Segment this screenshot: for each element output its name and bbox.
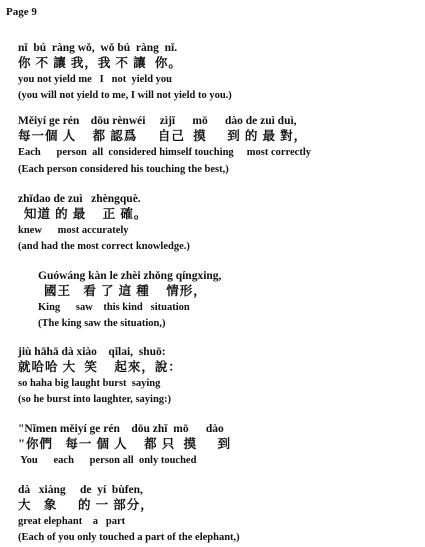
block-5-translation: (so he burst into laughter, saying:) <box>18 394 172 405</box>
block-4-hanzi: 國王 看 了 這 種 情形， <box>44 284 207 298</box>
block-6-pinyin: "Nǐmen měiyí ge rén dōu zhǐ mō dào <box>18 423 224 435</box>
block-6-hanzi: "你們 每一 個 人 都 只 摸 到 <box>18 437 232 451</box>
block-2-hanzi: 每一個 人 都 認爲 自己 摸 到 的 最 對， <box>18 129 308 143</box>
block-4-translation: (The king saw the situation,) <box>38 318 166 329</box>
block-3-pinyin: zhīdao de zuì zhèngquè. <box>18 193 141 205</box>
block-1-translation: (you will not yield to me, I will not yield to you.) <box>18 90 232 101</box>
block-2-pinyin: Měiyí ge rén dōu rènwéi zìjǐ mō dào de zuì duì, <box>18 115 297 127</box>
block-7-translation: (Each of you only touched a part of the elephant,) <box>18 532 240 543</box>
block-6-gloss: You each person all only touched <box>18 455 197 466</box>
block-5-pinyin: jiù hāhā dà xiào qǐlai, shuō: <box>18 346 166 358</box>
block-3-gloss: knew most accurately <box>18 225 129 236</box>
block-7-gloss: great elephant a part <box>18 516 126 527</box>
block-7-hanzi: 大 象 的 一 部分， <box>18 498 154 512</box>
block-3-translation: (and had the most correct knowledge.) <box>18 241 190 252</box>
block-4-gloss: King saw this kind situation <box>38 302 190 313</box>
block-3-hanzi: 知道 的 最 正 確。 <box>24 207 148 221</box>
block-1-hanzi: 你 不 讓 我，我 不 讓 你。 <box>18 56 182 70</box>
block-2-translation: (Each person considered his touching the best,) <box>18 164 229 175</box>
block-5-gloss: so haha big laught burst saying <box>18 378 161 389</box>
page-label: Page 9 <box>6 6 37 18</box>
block-7-pinyin: dà xiàng de yí bùfen, <box>18 484 143 496</box>
block-1-pinyin: nǐ bú ràng wǒ, wǒ bú ràng nǐ. <box>18 42 178 54</box>
block-1-gloss: you not yield me I not yield you <box>18 74 173 85</box>
block-4-pinyin: Guówáng kàn le zhèi zhǒng qíngxing, <box>38 270 222 282</box>
block-5-hanzi: 就哈哈 大 笑 起來，說： <box>18 360 182 374</box>
block-2-gloss: Each person all considered himself touching most correctly <box>18 147 312 158</box>
